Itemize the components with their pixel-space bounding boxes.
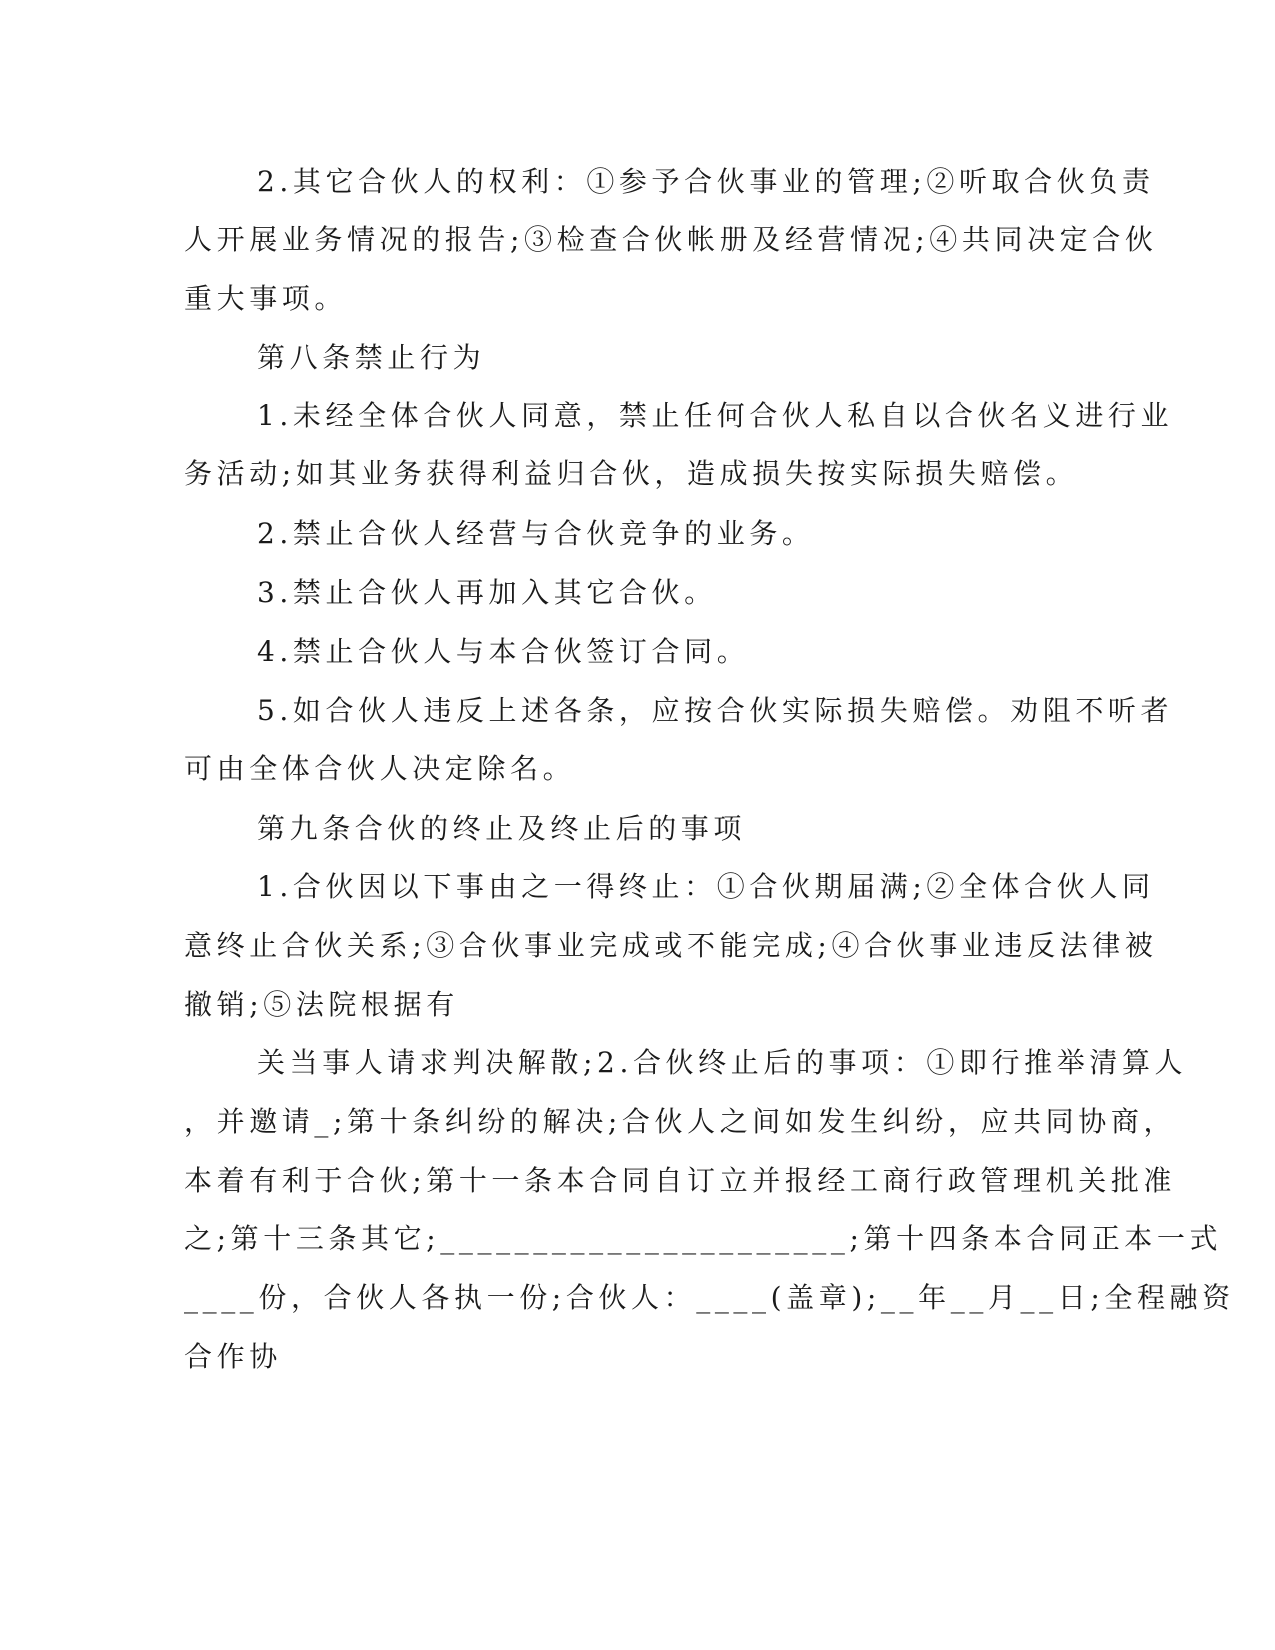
paragraph-line: ，并邀请_;第十条纠纷的解决;合伙人之间如发生纠纷，应共同协商， (184, 1105, 1177, 1138)
section-heading: 第九条合伙的终止及终止后的事项 (257, 812, 747, 845)
paragraph-line: 撤销;⑤法院根据有 (184, 988, 459, 1021)
paragraph-line: 5.如合伙人违反上述各条，应按合伙实际损失赔偿。劝阻不听者 (257, 694, 1174, 727)
paragraph-line: ____份，合伙人各执一份;合伙人：____(盖章);__年__月__日;全程融资 (184, 1281, 1235, 1314)
paragraph-line: 关当事人请求判决解散;2.合伙终止后的事项：①即行推举清算人 (257, 1046, 1188, 1079)
paragraph-line: 本着有利于合伙;第十一条本合同自订立并报经工商行政管理机关批准 (184, 1164, 1177, 1197)
paragraph-line: 3.禁止合伙人再加入其它合伙。 (257, 576, 717, 609)
paragraph-line: 重大事项。 (184, 282, 348, 315)
paragraph-line: 1.未经全体合伙人同意，禁止任何合伙人私自以合伙名义进行业 (257, 399, 1174, 432)
section-heading: 第八条禁止行为 (257, 341, 486, 374)
paragraph-line: 意终止合伙关系;③合伙事业完成或不能完成;④合伙事业违反法律被 (184, 929, 1158, 962)
paragraph-line: 人开展业务情况的报告;③检查合伙帐册及经营情况;④共同决定合伙 (184, 223, 1158, 256)
paragraph-line: 之;第十三条其它;______________________;第十四条本合同正本一式 (184, 1222, 1223, 1255)
paragraph-line: 可由全体合伙人决定除名。 (184, 752, 576, 785)
paragraph-line: 4.禁止合伙人与本合伙签订合同。 (257, 635, 750, 668)
paragraph-line: 务活动;如其业务获得利益归合伙，造成损失按实际损失赔偿。 (184, 457, 1079, 490)
paragraph-line: 合作协 (184, 1340, 282, 1373)
paragraph-line: 2.其它合伙人的权利：①参予合伙事业的管理;②听取合伙负责 (257, 165, 1155, 198)
paragraph-line: 2.禁止合伙人经营与合伙竞争的业务。 (257, 517, 815, 550)
paragraph-line: 1.合伙因以下事由之一得终止：①合伙期届满;②全体合伙人同 (257, 870, 1155, 903)
